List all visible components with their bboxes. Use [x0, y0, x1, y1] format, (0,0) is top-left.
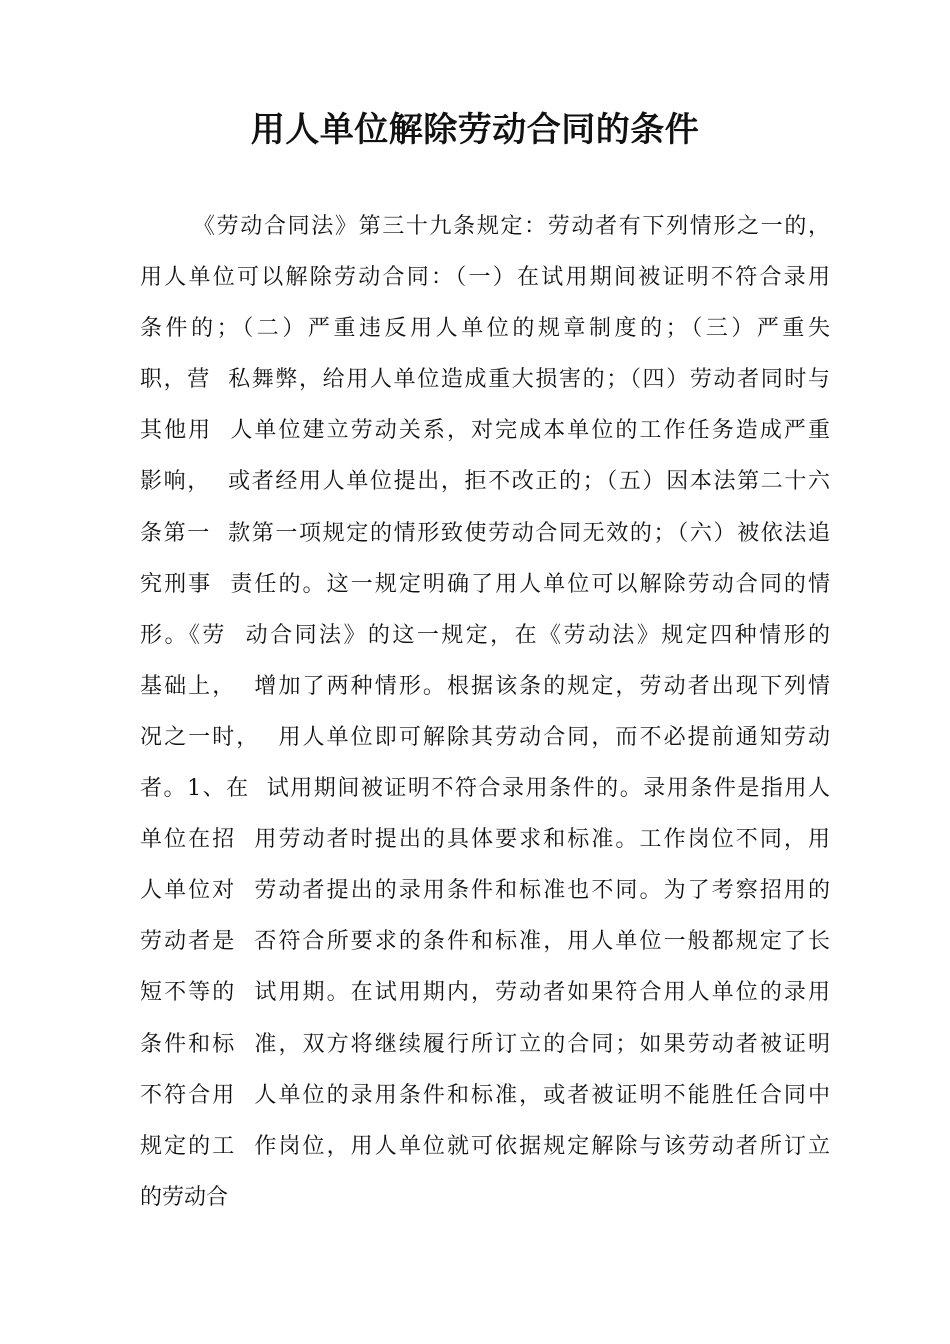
body-text-line: 不符合用 人单位的录用条件和标准，或者被证明不能胜任合同中 [140, 1082, 830, 1108]
body-text-line: 况之一时， 用人单位即可解除其劳动合同，而不必提前通知劳动 [140, 724, 830, 750]
body-text-line: 单位在招 用劳动者时提出的具体要求和标准。工作岗位不同，用 [140, 827, 830, 853]
body-text-line: 短不等的 试用期。在试用期内，劳动者如果符合用人单位的录用 [140, 980, 830, 1006]
body-text-line: 用人单位可以解除劳动合同：（一）在试用期间被证明不符合录用 [140, 265, 830, 291]
body-text-line: 影响， 或者经用人单位提出，拒不改正的；（五）因本法第二十六 [140, 469, 830, 495]
body-text-line: 究刑事 责任的。这一规定明确了用人单位可以解除劳动合同的情 [140, 571, 830, 597]
body-text-line: 的劳动合 [140, 1184, 229, 1210]
body-text-line: 基础上， 增加了两种情形。根据该条的规定，劳动者出现下列情 [140, 673, 830, 699]
body-text-line: 条件和标 准，双方将继续履行所订立的合同；如果劳动者被证明 [140, 1031, 830, 1057]
body-text-line: 其他用 人单位建立劳动关系，对完成本单位的工作任务造成严重 [140, 418, 830, 444]
body-text-line: 《劳动合同法》第三十九条规定：劳动者有下列情形之一的， [193, 214, 830, 239]
body-text-line: 人单位对 劳动者提出的录用条件和标准也不同。为了考察招用的 [140, 878, 830, 904]
document-body [140, 201, 830, 1223]
document-title: 用人单位解除劳动合同的条件 [250, 110, 700, 150]
body-text-line: 职，营 私舞弊，给用人单位造成重大损害的；（四）劳动者同时与 [140, 367, 830, 393]
body-text-line: 劳动者是 否符合所要求的条件和标准，用人单位一般都规定了长 [140, 929, 830, 955]
body-text-line: 规定的工 作岗位，用人单位就可依据规定解除与该劳动者所订立 [140, 1133, 830, 1159]
body-text-line: 形。《劳 动合同法》的这一规定，在《劳动法》规定四种情形的 [140, 622, 830, 648]
body-text-line: 者。1、在 试用期间被证明不符合录用条件的。录用条件是指用人 [140, 776, 830, 802]
body-text-line: 条件的；（二）严重违反用人单位的规章制度的；（三）严重失 [140, 316, 830, 342]
body-text-line: 条第一 款第一项规定的情形致使劳动合同无效的；（六）被依法追 [140, 520, 830, 546]
